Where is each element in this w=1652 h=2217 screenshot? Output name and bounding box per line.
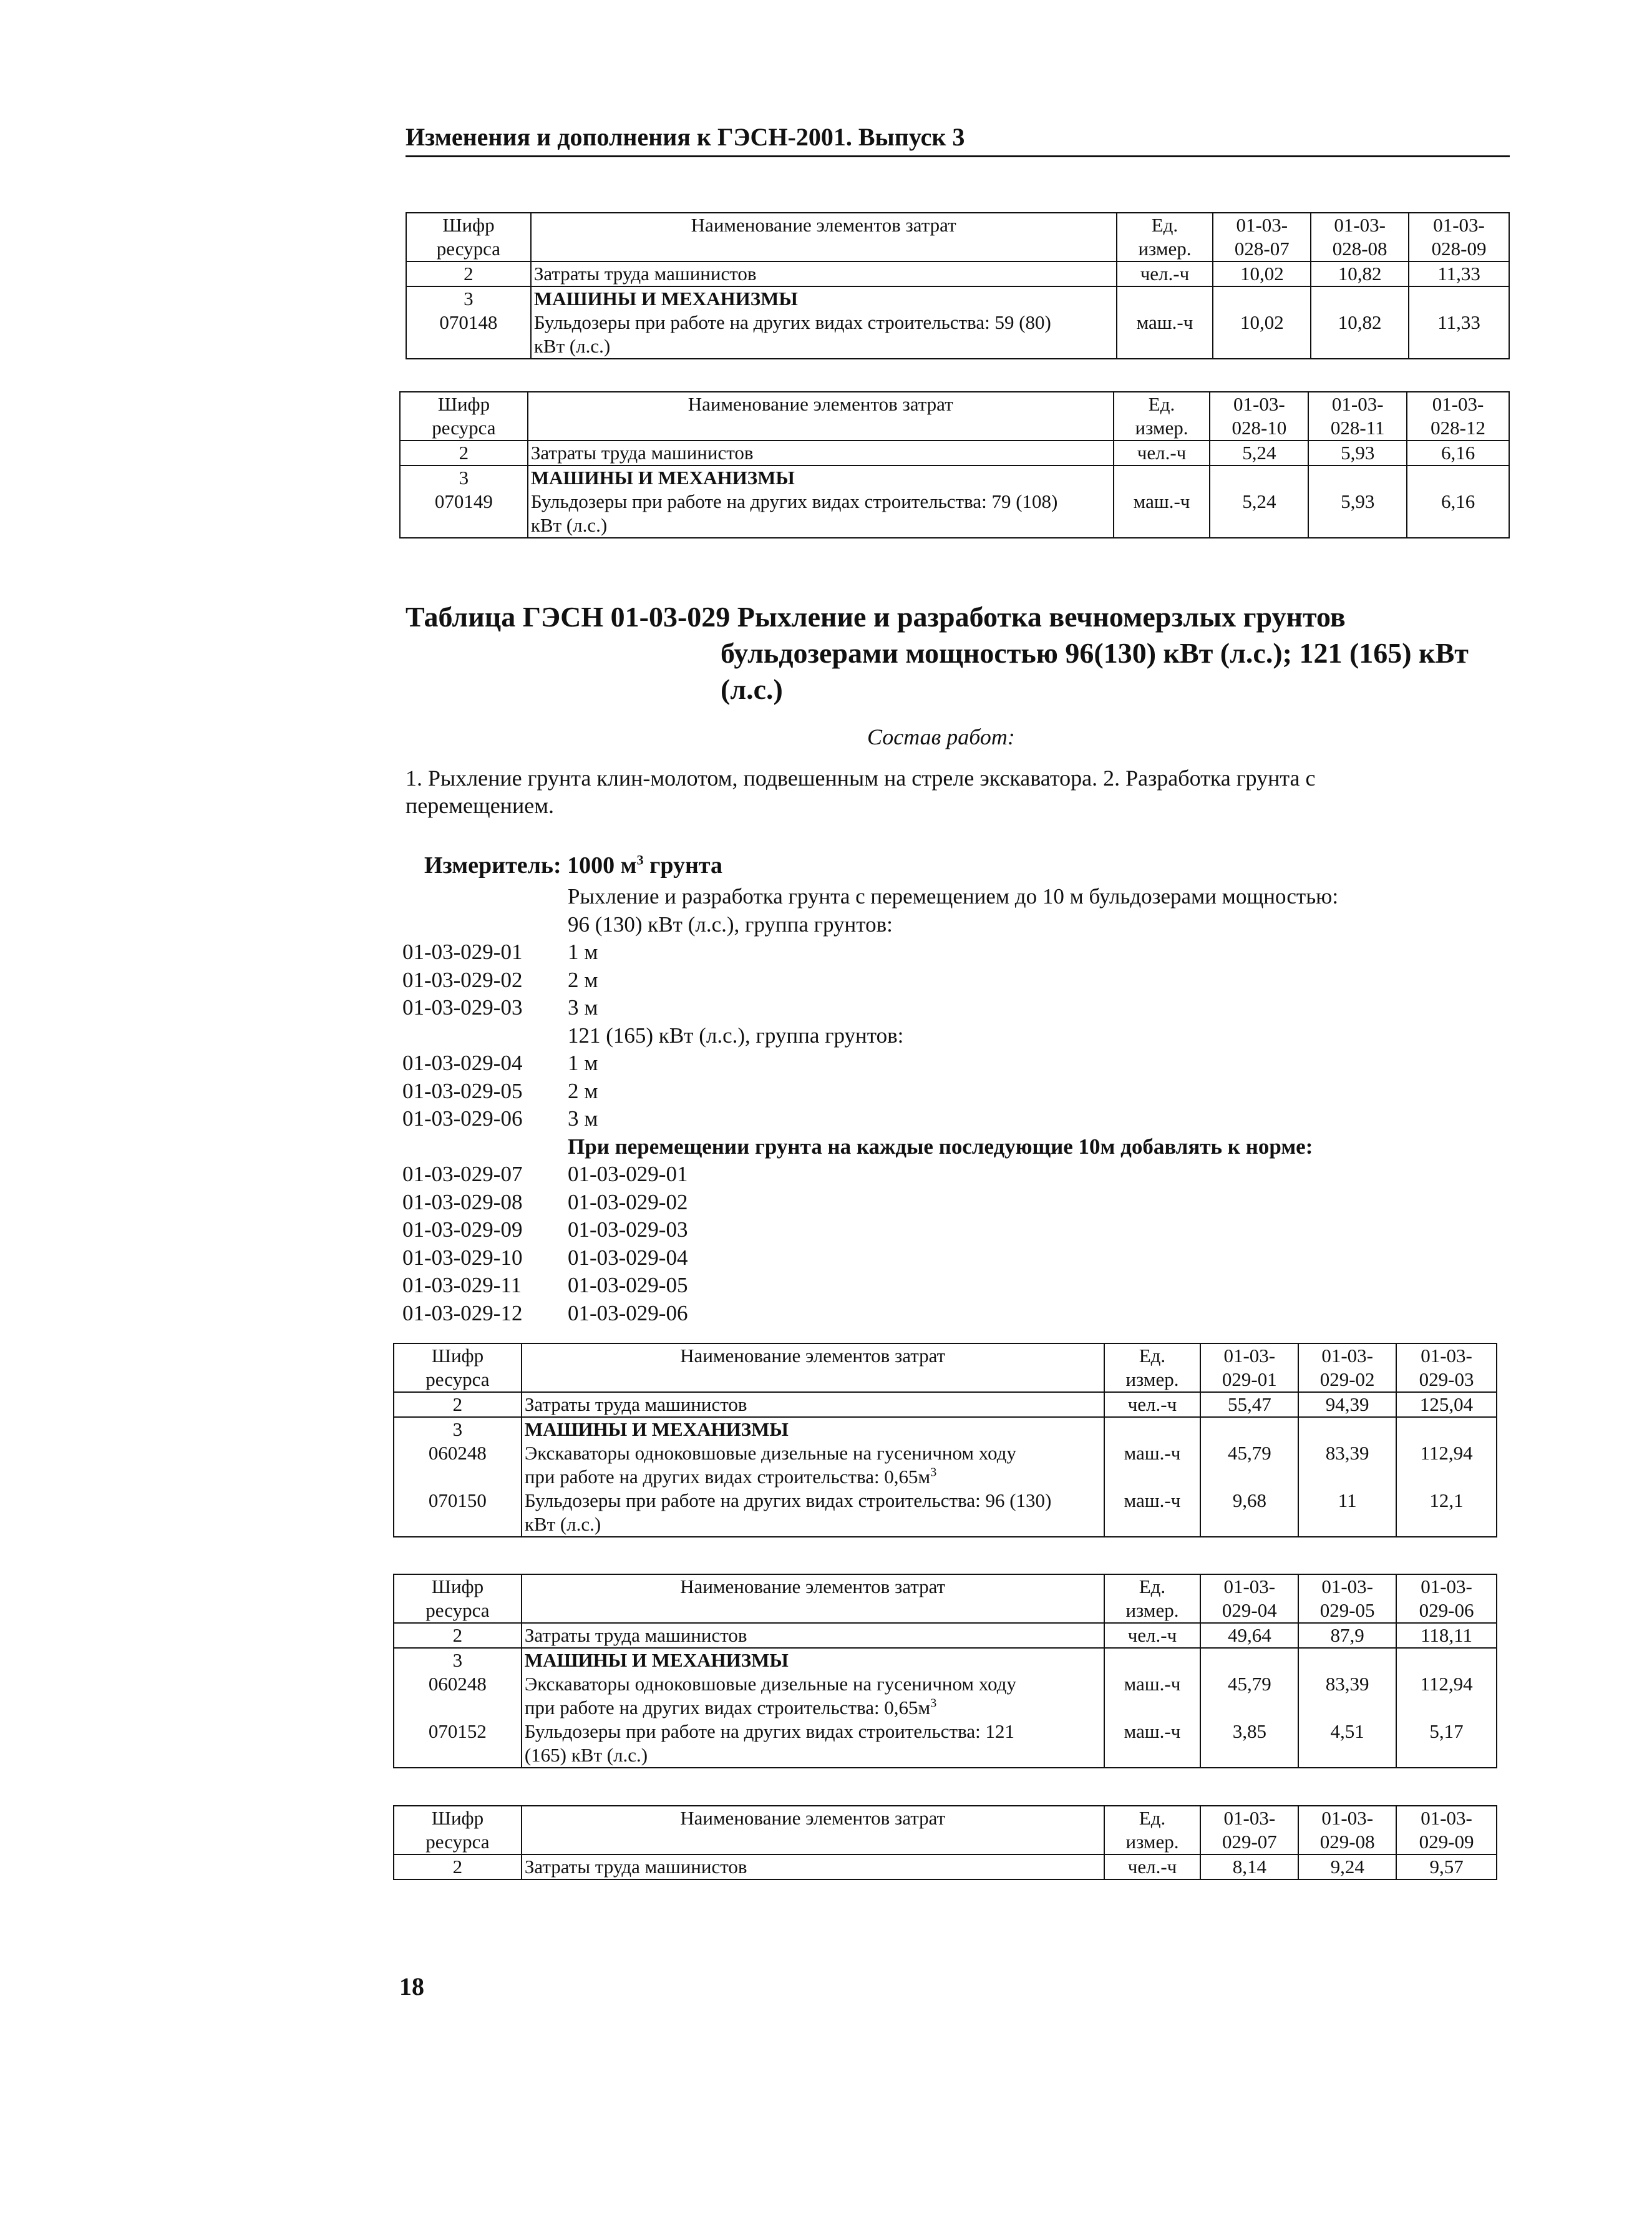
resource-name: Затраты труда машинистов <box>522 1854 1104 1879</box>
unit-cell: маш.-ч <box>1114 465 1210 538</box>
list-item: 01-03-029-01 1 м <box>402 940 598 964</box>
norm-col-header: 01-03- 029-06 <box>1396 1574 1497 1623</box>
norm-col-header: 01-03- 028-08 <box>1311 213 1409 261</box>
table-row <box>394 1648 1497 1768</box>
value-cell: 55,47 <box>1200 1392 1298 1417</box>
unit-col-header: Ед. измер. <box>1104 1343 1201 1392</box>
list-item: 01-03-029-03 3 м <box>402 995 598 1020</box>
value-cell: 10,82 <box>1311 261 1409 286</box>
work-composition-text: 1. Рыхление грунта клин-молотом, подвешенным на стреле экскаватора. 2. Разработка грунта с перемещением. <box>406 766 1316 818</box>
name-col-header: Наименование элементов затрат <box>522 1343 1104 1392</box>
list-item: 01-03-029-10 01-03-029-04 <box>402 1245 688 1270</box>
norm-col-header: 01-03- 029-09 <box>1396 1806 1497 1854</box>
value-cell: 6,16 <box>1407 465 1509 538</box>
code-col-header: Шифр ресурса <box>394 1806 522 1854</box>
unit-cell: чел.-ч <box>1104 1623 1201 1648</box>
norm-col-header: 01-03- 029-08 <box>1298 1806 1396 1854</box>
value-cell: 10,82 <box>1311 286 1409 359</box>
unit-cell: маш.-ч <box>1117 286 1213 359</box>
name-col-header: Наименование элементов затрат <box>522 1806 1104 1854</box>
value-cell: 112,94 12,1 <box>1396 1417 1497 1537</box>
resource-code: 2 <box>400 441 528 465</box>
value-cell: 8,14 <box>1200 1854 1298 1879</box>
code-col-header: Шифр ресурса <box>406 213 531 261</box>
resource-name: Затраты труда машинистов <box>522 1392 1104 1417</box>
table-row <box>394 1417 1497 1537</box>
resource-name: МАШИНЫ И МЕХАНИЗМЫ Экскаваторы одноковшовые дизельные на гусеничном ходу при работе на других видах строительства: $0,65м^3$ Бульдозеры при работе на других видах строительства: 121 (165) кВт (л.с.) <box>522 1648 1104 1768</box>
list-item: 01-03-029-04 1 м <box>402 1051 598 1075</box>
value-cell: 11,33 <box>1409 261 1509 286</box>
list-item: Рыхление и разработка грунта с перемещением до 10 м бульдозерами мощностью: <box>568 884 1339 909</box>
unit-col-header: Ед. измер. <box>1104 1574 1201 1623</box>
title-line: бульдозерами мощностью 96(130) кВт (л.с.); 121 (165) кВт <box>721 637 1469 669</box>
resource-code: 3 070149 <box>400 465 528 538</box>
unit-cell: чел.-ч <box>1104 1392 1201 1417</box>
running-header: Изменения и дополнения к ГЭСН-2001. Выпуск 3 <box>406 122 1510 157</box>
page-number: 18 <box>399 1972 424 2000</box>
unit-cell: маш.-ч маш.-ч <box>1104 1648 1201 1768</box>
list-item: 121 (165) кВт (л.с.), группа грунтов: <box>568 1023 904 1048</box>
list-item: 01-03-029-02 2 м <box>402 967 598 992</box>
unit-cell: чел.-ч <box>1104 1854 1201 1879</box>
norm-col-header: 01-03- 029-04 <box>1200 1574 1298 1623</box>
resource-table-2 <box>399 391 1510 538</box>
title-line: (л.с.) <box>721 673 783 705</box>
measure-unit: Измеритель: 1000 $м^3$ грунта <box>424 852 722 879</box>
list-item: 01-03-029-07 01-03-029-01 <box>402 1162 688 1186</box>
name-col-header: Наименование элементов затрат <box>531 213 1117 261</box>
table-row <box>406 261 1509 286</box>
unit-col-header: Ед. измер. <box>1117 213 1213 261</box>
list-item: 96 (130) кВт (л.с.), группа грунтов: <box>568 912 893 937</box>
norm-col-header: 01-03- 029-01 <box>1200 1343 1298 1392</box>
list-item: 01-03-029-09 01-03-029-03 <box>402 1217 688 1242</box>
list-item: При перемещении грунта на каждые последующие 10м добавлять к норме: <box>568 1134 1313 1159</box>
value-cell: 83,39 11 <box>1298 1417 1396 1537</box>
value-cell: 125,04 <box>1396 1392 1497 1417</box>
name-col-header: Наименование элементов затрат <box>522 1574 1104 1623</box>
value-cell: 10,02 <box>1213 286 1311 359</box>
value-cell: 9,57 <box>1396 1854 1497 1879</box>
value-cell: 11,33 <box>1409 286 1509 359</box>
resource-name: МАШИНЫ И МЕХАНИЗМЫ Бульдозеры при работе на других видах строительства: 79 (108) кВт (л.с.) <box>528 465 1114 538</box>
table-header-row <box>394 1806 1497 1854</box>
resource-name: МАШИНЫ И МЕХАНИЗМЫ Бульдозеры при работе на других видах строительства: 59 (80) кВт (л.с.) <box>531 286 1117 359</box>
resource-code: 2 <box>406 261 531 286</box>
table-row <box>394 1854 1497 1879</box>
norm-col-header: 01-03- 029-02 <box>1298 1343 1396 1392</box>
value-cell: 94,39 <box>1298 1392 1396 1417</box>
list-item: 01-03-029-11 01-03-029-05 <box>402 1273 688 1297</box>
resource-table-3 <box>393 1343 1497 1537</box>
norm-col-header: 01-03- 028-12 <box>1407 392 1509 441</box>
norm-col-header: 01-03- 028-11 <box>1308 392 1407 441</box>
value-cell: 45,79 9,68 <box>1200 1417 1298 1537</box>
resource-table-5 <box>393 1805 1497 1880</box>
table-title <box>406 599 1469 708</box>
resource-name: Затраты труда машинистов <box>531 261 1117 286</box>
table-header-row <box>400 392 1509 441</box>
code-col-header: Шифр ресурса <box>394 1343 522 1392</box>
value-cell: 87,9 <box>1298 1623 1396 1648</box>
value-cell: 5,24 <box>1210 441 1308 465</box>
value-cell: 49,64 <box>1200 1623 1298 1648</box>
resource-code: 3 070148 <box>406 286 531 359</box>
value-cell: 10,02 <box>1213 261 1311 286</box>
unit-col-header: Ед. измер. <box>1114 392 1210 441</box>
resource-name: Затраты труда машинистов <box>528 441 1114 465</box>
code-col-header: Шифр ресурса <box>400 392 528 441</box>
table-header-row <box>394 1343 1497 1392</box>
table-row <box>394 1392 1497 1417</box>
unit-cell: маш.-ч маш.-ч <box>1104 1417 1201 1537</box>
table-header-row <box>406 213 1509 261</box>
table-row <box>400 441 1509 465</box>
resource-name: Затраты труда машинистов <box>522 1623 1104 1648</box>
norm-code-list <box>402 883 1338 1327</box>
list-item: 01-03-029-06 3 м <box>402 1106 598 1131</box>
unit-cell: чел.-ч <box>1117 261 1213 286</box>
table-row <box>394 1623 1497 1648</box>
resource-code: 2 <box>394 1623 522 1648</box>
norm-col-header: 01-03- 029-05 <box>1298 1574 1396 1623</box>
norm-col-header: 01-03- 028-10 <box>1210 392 1308 441</box>
table-row <box>406 286 1509 359</box>
resource-table-4 <box>393 1574 1497 1768</box>
resource-table-1 <box>406 212 1510 359</box>
work-composition-heading: Состав работ: <box>867 724 1015 749</box>
name-col-header: Наименование элементов затрат <box>528 392 1114 441</box>
value-cell: 5,93 <box>1308 465 1407 538</box>
list-item: 01-03-029-12 01-03-029-06 <box>402 1300 688 1325</box>
table-row <box>400 465 1509 538</box>
value-cell: 5,93 <box>1308 441 1407 465</box>
value-cell: 118,11 <box>1396 1623 1497 1648</box>
resource-code: 3 060248 070152 <box>394 1648 522 1768</box>
norm-col-header: 01-03- 028-09 <box>1409 213 1509 261</box>
resource-code: 2 <box>394 1392 522 1417</box>
unit-col-header: Ед. измер. <box>1104 1806 1201 1854</box>
value-cell: 9,24 <box>1298 1854 1396 1879</box>
value-cell: 45,79 3,85 <box>1200 1648 1298 1768</box>
norm-col-header: 01-03- 028-07 <box>1213 213 1311 261</box>
value-cell: 6,16 <box>1407 441 1509 465</box>
value-cell: 83,39 4,51 <box>1298 1648 1396 1768</box>
value-cell: 112,94 5,17 <box>1396 1648 1497 1768</box>
unit-cell: чел.-ч <box>1114 441 1210 465</box>
resource-name: МАШИНЫ И МЕХАНИЗМЫ Экскаваторы одноковшовые дизельные на гусеничном ходу при работе на других видах строительства: $0,65м^3$ Бульдозеры при работе на других видах строительства: 96 (130) кВт (л.с.) <box>522 1417 1104 1537</box>
list-item: 01-03-029-08 01-03-029-02 <box>402 1189 688 1214</box>
value-cell: 5,24 <box>1210 465 1308 538</box>
code-col-header: Шифр ресурса <box>394 1574 522 1623</box>
resource-code: 2 <box>394 1854 522 1879</box>
list-item: 01-03-029-05 2 м <box>402 1078 598 1103</box>
norm-col-header: 01-03- 029-03 <box>1396 1343 1497 1392</box>
table-header-row <box>394 1574 1497 1623</box>
title-line: Таблица ГЭСН 01-03-029 Рыхление и разработка вечномерзлых грунтов <box>406 601 1346 633</box>
resource-code: 3 060248 070150 <box>394 1417 522 1537</box>
norm-col-header: 01-03- 029-07 <box>1200 1806 1298 1854</box>
